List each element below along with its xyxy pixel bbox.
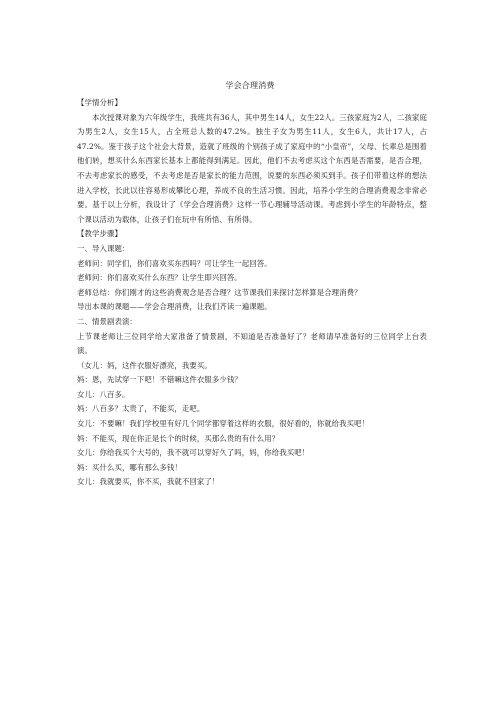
dialogue-line: （女儿：妈，这件衣服好漂亮，我要买。: [77, 360, 212, 370]
dialogue-line: 女儿：八百多。: [77, 389, 130, 399]
step1-line: 老师问：你们喜欢买什么东西？让学生即兴回答。: [77, 273, 242, 283]
situation-analysis-paragraph: 本次授课对象为六年级学生，我班共有36人，其中男生14人，女生22人。三孩家庭为2人，二孩家庭为男生2人，女生15人，占全班总人数的47.2%。独生子女为男生11人，女生6人，共计17人，占47.2%。鉴于孩子这个社会大背景，造就了班级的个别孩子成了家庭中的“小皇帝”，父母、长辈总是围着他们转，想买什么东西家长基本上都能得到满足。因此，他们不去考虑买这个东西是否需要，是否合理，不去考虑家长的感受，不去考虑是否是家长的能力范围，说要的东西必须买到手。孩子们带着这样的想法进入学校，长此以往容易形成攀比心理，养成不良的生活习惯。因此，培养小学生的合理消费观念非常必要。基于以上分析，我设计了《学会合理消费》这样一节心理辅导活动课。考虑到小学生的年龄特点，整个课以活动为载体，让孩子们在玩中有所悟、有所得。: [77, 112, 427, 224]
step1-line: 导出本课的课题——学会合理消费，让我们齐读一遍课题。: [77, 302, 272, 312]
document-body: [77, 96, 427, 490]
dialogue-line: 妈：买什么买，哪有那么多钱！: [77, 462, 182, 472]
document-title: 学会合理消费: [225, 81, 275, 90]
step1-heading: 一、导入课题：: [77, 243, 130, 253]
dialogue-line: 女儿：我就要买，你不买，我就不回家了！: [77, 477, 220, 487]
dialogue-line: 女儿：你给我买个大号的，我不就可以穿好久了吗，妈，你给我买吧！: [77, 448, 310, 458]
step2-heading: 二、情景剧表演：: [77, 316, 137, 326]
section-heading-situation-analysis: 【学情分析】: [77, 98, 122, 107]
dialogue-line: 妈：恩，先试穿一下吧！不错嘛这件衣服多少钱？: [77, 375, 242, 385]
dialogue-line: 妈：不能买，现在你正是长个的时候，买那么贵的有什么用？: [77, 433, 280, 443]
dialogue-line: 妈：八百多？太贵了，不能买，走吧。: [77, 404, 205, 414]
step1-line: 老师问：同学们，你们喜欢买东西吗？可让学生一起回答。: [77, 258, 272, 268]
section-heading-teaching-steps: 【教学步骤】: [77, 229, 122, 239]
step2-intro-paragraph: 上节课老师让三位同学给大家准备了情景剧，不知道是否准备好了？老师请早准备好的三位同学上台表演。: [77, 331, 427, 356]
dialogue-line: 女儿：不要嘛！我们学校里有好几个同学都穿着这样的衣服，很好看的，你就给我买吧！: [77, 419, 370, 429]
step1-line: 老师总结：你们刚才的这些消费观念是否合理？这节课我们来探讨怎样算是合理消费？: [77, 287, 362, 297]
